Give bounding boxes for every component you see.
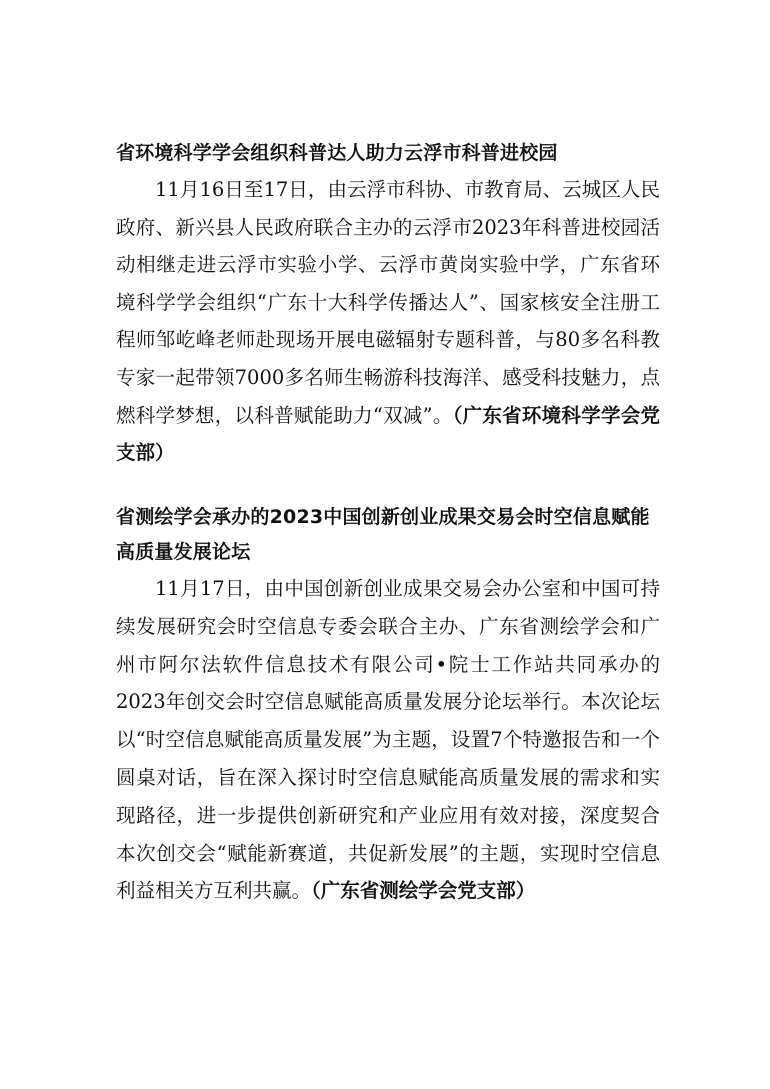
article-environment-science: [116, 136, 660, 472]
article-title: 省环境科学学会组织科普达人助力云浮市科普进校园: [116, 142, 558, 164]
article-source: （广东省测绘学会党支部）: [311, 879, 536, 903]
article-body-text: 11月17日，由中国创新创业成果交易会办公室和中国可持续发展研究会时空信息专委会联合主办、广东省测绘学会和广州市阿尔法软件信息技术有限公司•院士工作站共同承办的2023年创交会时空信息赋能高质量发展分论坛举行。本次论坛以“时空信息赋能高质量发展”为主题，设置7个特邀报告和一个圆桌对话，旨在深入探讨时空信息赋能高质量发展的需求和实现路径，进一步提供创新研究和产业应用有效对接，深度契合本次创交会“赋能新赛道，共促新发展”的主题，实现时空信息利益相关方互利共赢。: [116, 577, 660, 903]
article-body-text: 11月16日至17日，由云浮市科协、市教育局、云城区人民政府、新兴县人民政府联合主办的云浮市2023年科普进校园活动相继走进云浮市实验小学、云浮市黄岗实验中学，广东省环境科学学会组织“广东十大科学传播达人”、国家核安全注册工程师邹屹峰老师赴现场开展电磁辐射专题科普，与80多名科教专家一起带领7000多名师生畅游科技海洋、感受科技魅力，点燃科学梦想，以科普赋能助力“双减”。: [116, 178, 660, 427]
article-title: 省测绘学会承办的2023中国创新创业成果交易会时空信息赋能高质量发展论坛: [116, 506, 650, 563]
article-body: [116, 570, 660, 910]
article-source: （广东省环境科学学会党支部）: [116, 403, 660, 465]
article-body: [116, 171, 660, 472]
article-surveying-forum: [116, 500, 660, 910]
